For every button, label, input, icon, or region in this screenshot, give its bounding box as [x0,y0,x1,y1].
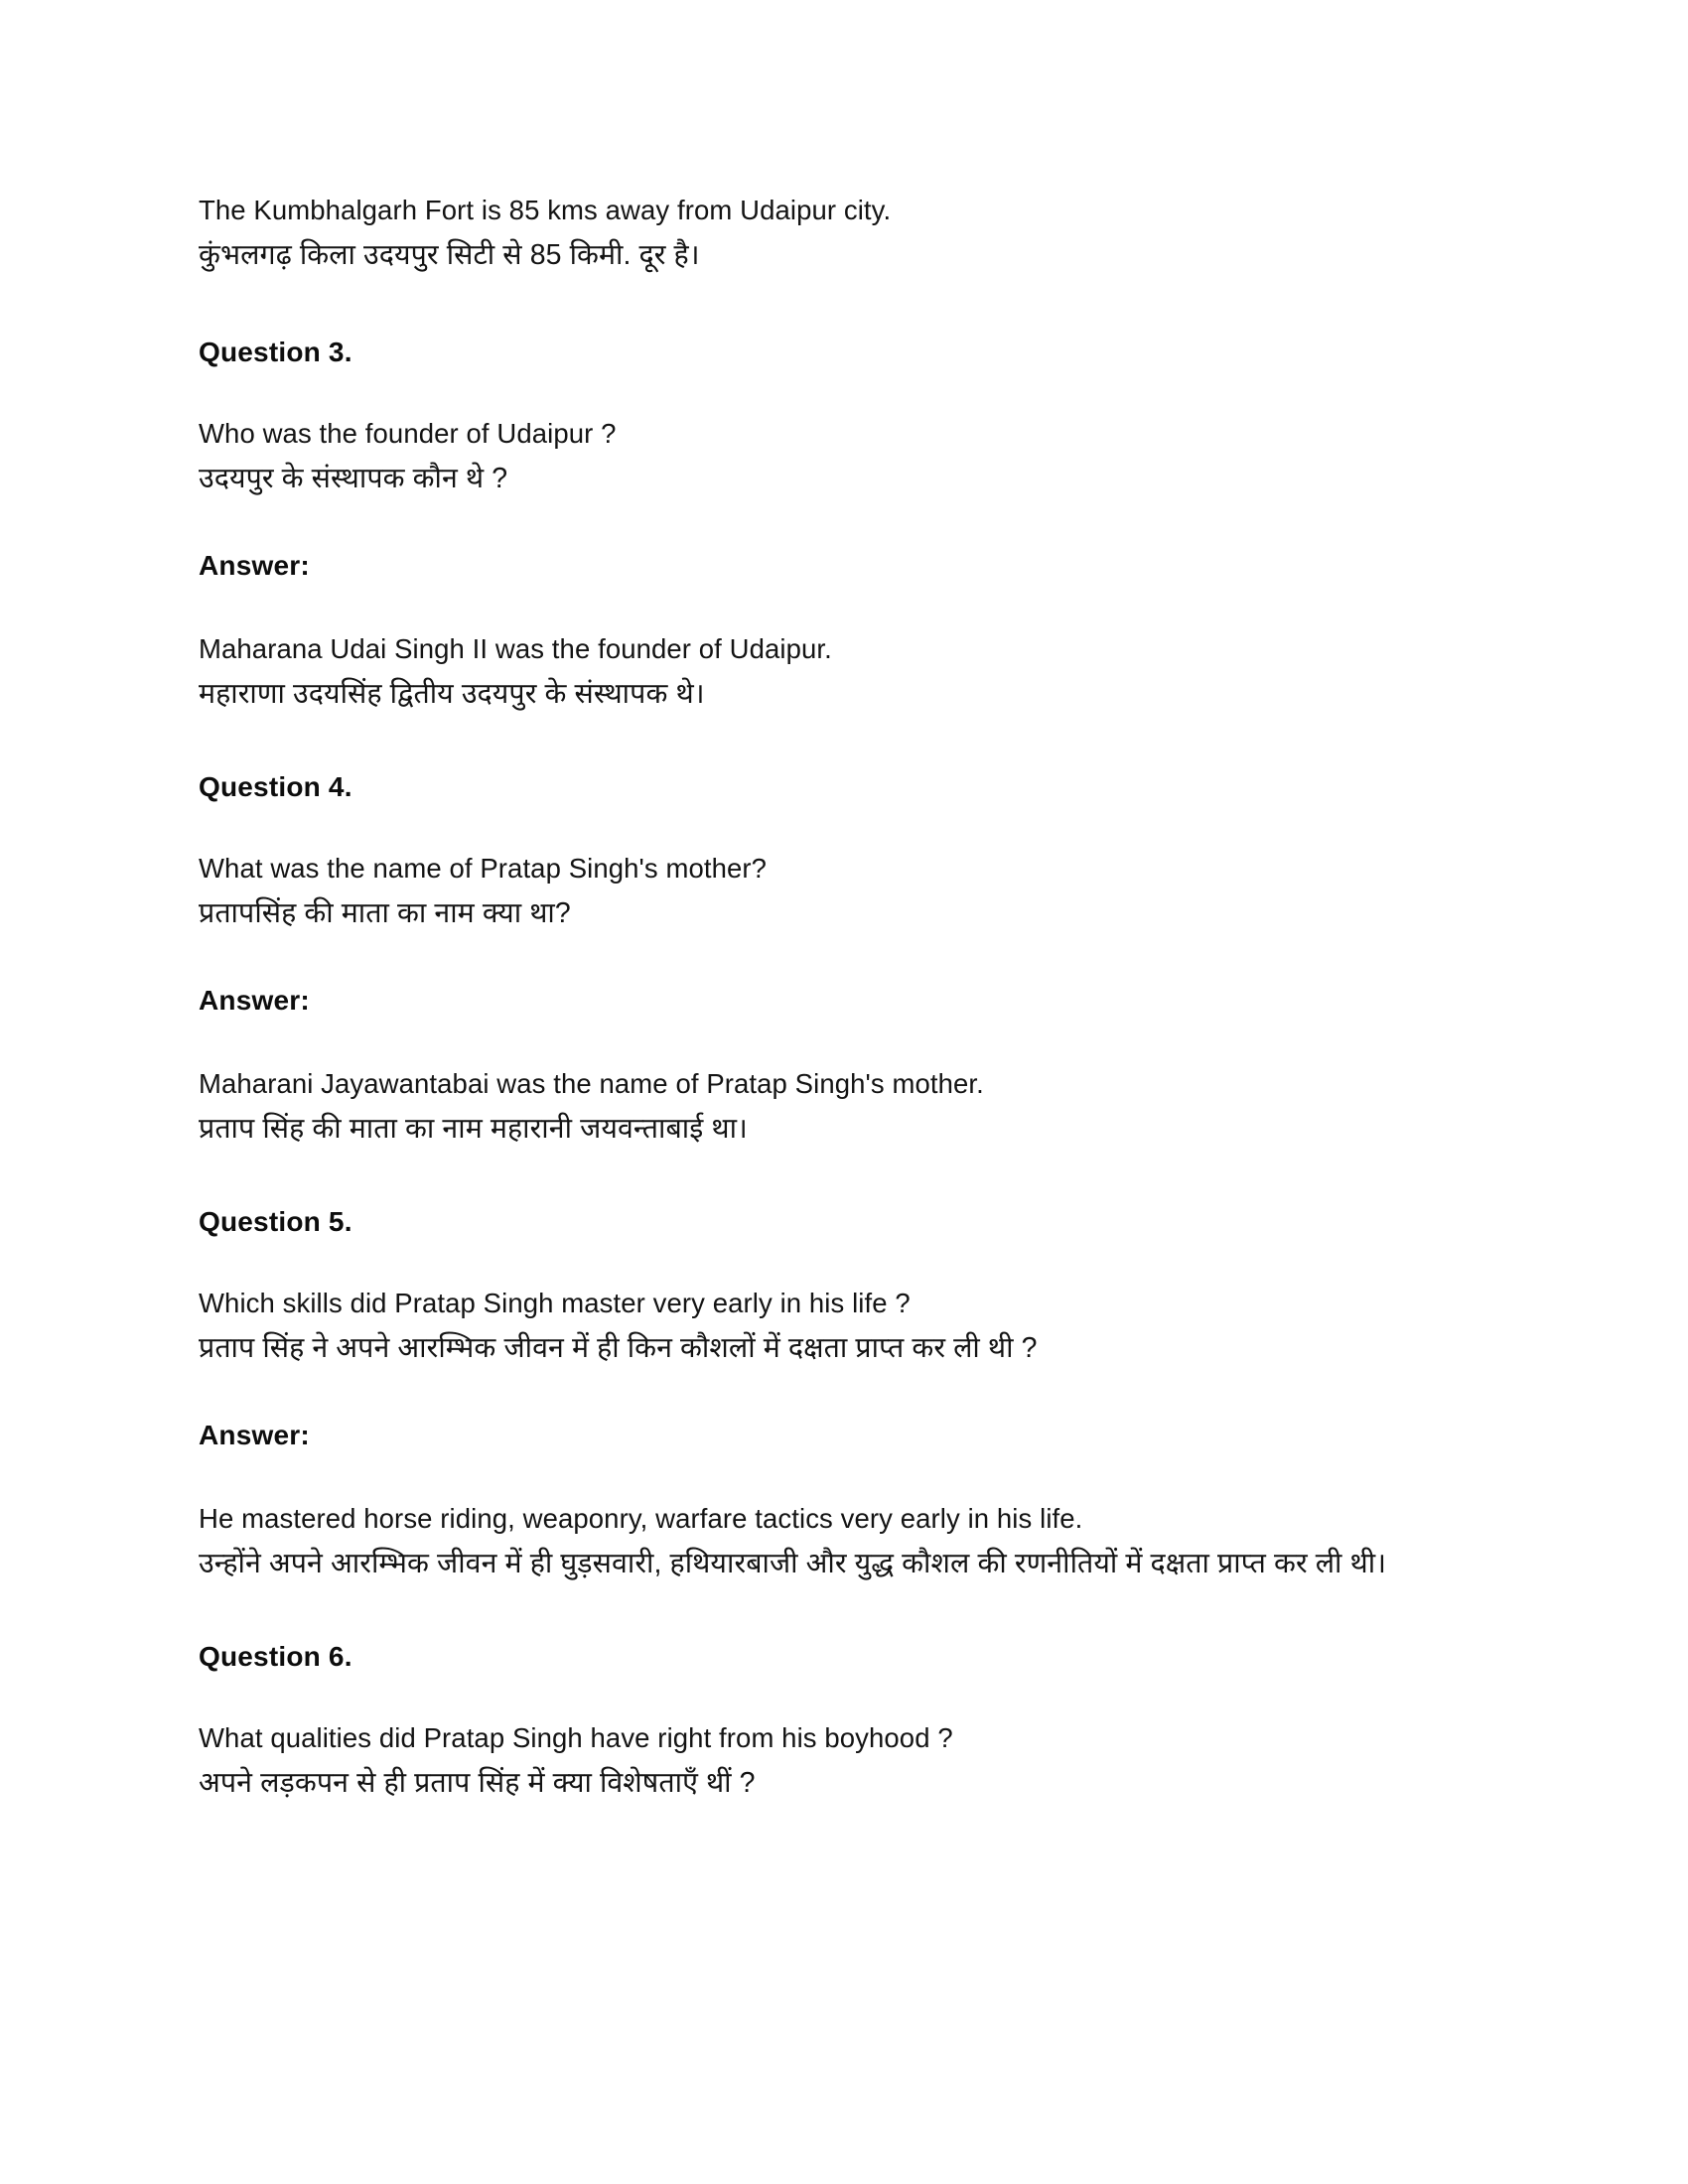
document-body [199,189,1519,1807]
spacer [199,1372,1519,1416]
question-hindi-6: अपने लड़कपन से ही प्रताप सिंह में क्या विशेषताएँ थीं ? [199,1767,756,1799]
answer-heading-3: Answer: [199,550,310,581]
question-hindi-5: प्रताप सिंह ने अपने आरम्भिक जीवन में ही किन कौशलों में दक्षता प्राप्त कर ली थी ? [199,1332,1038,1364]
question-hindi-3: उदयपुर के संस्थापक कौन थे ? [199,463,508,494]
question-text-5 [199,1282,1519,1372]
answer-heading-5: Answer: [199,1420,310,1450]
spacer [199,1587,1519,1637]
spacer [199,1455,1519,1497]
question-english-6: What qualities did Pratap Singh have right from his boyhood ? [199,1722,953,1753]
question-heading-3: Question 3. [199,337,352,367]
spacer [199,718,1519,767]
spacer [199,807,1519,847]
qa-block-question-5 [199,1202,1519,1587]
answer-english-3: Maharana Udai Singh II was the founder of Udaipur. [199,633,832,664]
question-english-5: Which skills did Pratap Singh master very early in his life ? [199,1288,911,1318]
spacer [199,937,1519,981]
answer-text-3 [199,627,1519,718]
answer-text-5 [199,1497,1519,1587]
spacer [199,1677,1519,1716]
answer-hindi-4: प्रताप सिंह की माता का नाम महारानी जयवन्ताबाई था। [199,1113,748,1145]
spacer [199,502,1519,546]
question-hindi-4: प्रतापसिंह की माता का नाम क्या था? [199,897,571,929]
spacer [199,1021,1519,1062]
intro-paragraph [199,189,1519,279]
spacer [199,1153,1519,1202]
qa-block-question-6 [199,1637,1519,1807]
answer-hindi-3: महाराणा उदयसिंह द्वितीय उदयपुर के संस्थापक थे। [199,678,705,710]
question-english-3: Who was the founder of Udaipur ? [199,418,617,449]
question-text-6 [199,1716,1519,1807]
qa-block-question-4 [199,767,1519,1153]
answer-english-4: Maharani Jayawantabai was the name of Pratap Singh's mother. [199,1068,984,1099]
spacer [199,1242,1519,1282]
question-heading-6: Question 6. [199,1641,352,1672]
intro-hindi-line: कुंभलगढ़ किला उदयपुर सिटी से 85 किमी. दूर है। [199,239,700,271]
answer-text-4 [199,1062,1519,1153]
intro-english-line: The Kumbhalgarh Fort is 85 kms away from Udaipur city. [199,195,892,225]
spacer [199,372,1519,412]
answer-hindi-5: उन्होंने अपने आरम्भिक जीवन में ही घुड़सवारी, हथियारबाजी और युद्ध कौशल की रणनीतियों में दक्षता प्राप्त कर ली थी। [199,1548,1387,1579]
spacer [199,586,1519,627]
question-english-4: What was the name of Pratap Singh's mother? [199,853,768,884]
question-heading-4: Question 4. [199,771,352,802]
answer-heading-4: Answer: [199,985,310,1016]
question-text-4 [199,847,1519,937]
question-text-3 [199,412,1519,502]
spacer [199,279,1519,333]
qa-block-question-3 [199,333,1519,718]
answer-english-5: He mastered horse riding, weaponry, warfare tactics very early in his life. [199,1503,1083,1534]
question-heading-5: Question 5. [199,1206,352,1237]
